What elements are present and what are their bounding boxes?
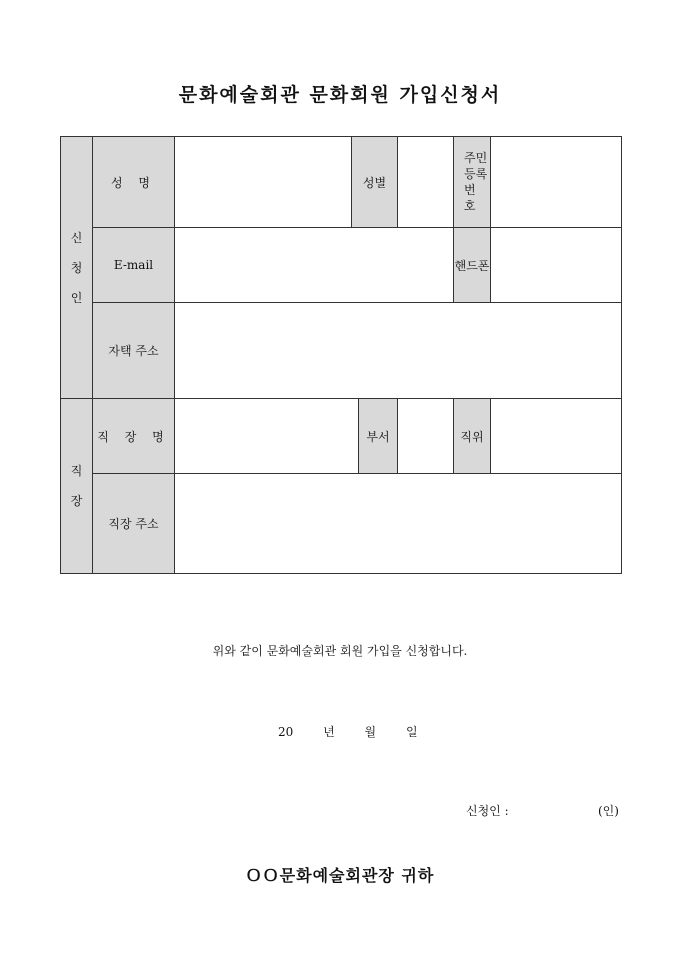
year-prefix: 20 (278, 725, 294, 739)
date-line (278, 723, 444, 740)
rrn-label (454, 137, 504, 228)
position-field[interactable] (491, 399, 622, 474)
email-field[interactable] (175, 228, 454, 303)
application-statement: 위와 같이 문화예술회관 회원 가입을 신청합니다. (212, 644, 468, 658)
home-address-label: 자택 주소 (93, 303, 175, 399)
mobile-field[interactable] (491, 228, 622, 303)
email-label: E-mail (93, 228, 175, 303)
day-label: 일 (405, 725, 418, 739)
company-field[interactable] (175, 399, 359, 474)
rrn-field[interactable] (491, 137, 622, 228)
work-address-label: 직장 주소 (93, 474, 175, 574)
department-field[interactable] (398, 399, 454, 474)
position-label: 직위 (454, 399, 491, 474)
name-field[interactable] (175, 137, 352, 228)
applicant-section-label: 신 청 인 (61, 137, 93, 399)
applicant-signature-label: 신청인 : (466, 804, 509, 818)
mobile-label: 핸드폰 (454, 228, 491, 303)
seal-label: (인) (598, 804, 619, 818)
month-label: 월 (364, 725, 377, 739)
year-label: 년 (323, 725, 335, 739)
company-label: 직 장 명 (93, 399, 175, 474)
addressee: ＯＯ문화예술회관장 귀하 (245, 866, 435, 885)
department-label: 부서 (359, 399, 398, 474)
form-title: 문화예술회관 문화회원 가입신청서 (178, 84, 502, 106)
name-label: 성 명 (93, 137, 175, 228)
application-table (60, 136, 622, 574)
workplace-section-label: 직 장 (61, 399, 93, 574)
gender-label: 성별 (352, 137, 398, 228)
rrn-label-line1: 주민등록 (464, 151, 488, 181)
gender-field[interactable] (398, 137, 454, 228)
work-address-field[interactable] (175, 474, 622, 574)
rrn-label-line2: 번호 (464, 183, 504, 213)
home-address-field[interactable] (175, 303, 622, 399)
